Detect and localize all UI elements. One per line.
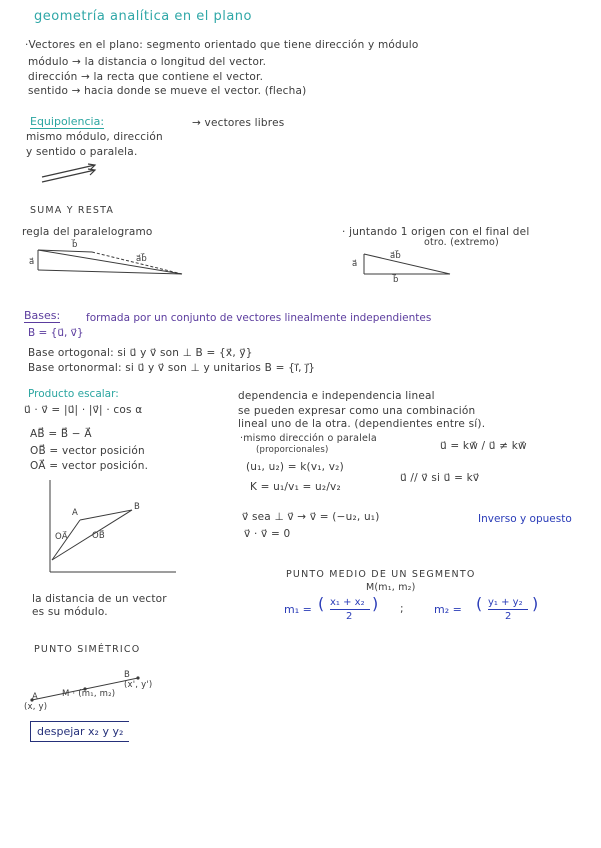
intro-line-4: sentido → hacia donde se mueve el vector. (flecha) <box>28 85 307 97</box>
fig-point-b: B <box>134 502 141 512</box>
dependencia-eq-2: (u₁, u₂) = k(v₁, v₂) <box>246 461 344 473</box>
base-ortonormal: Base ortonormal: si u⃗ y v⃗ son ⊥ y unitarios B = {i⃗, j⃗} <box>28 362 316 374</box>
m2-close-paren: ) <box>532 594 539 613</box>
perpendicular-eq: v⃗ sea ⊥ v⃗ → v⃗ = (−u₂, u₁) <box>242 511 380 523</box>
midpoint-separator: ; <box>400 603 404 615</box>
bases-line-2: B = {u⃗, v⃗} <box>28 327 84 339</box>
parallelogram-figure <box>32 240 192 280</box>
suma-right-line-1: · juntando 1 origen con el final del <box>342 226 530 238</box>
point-a-coords: (x, y) <box>24 702 48 712</box>
m2-fraction-bar <box>488 609 528 610</box>
perpendicular-note: Inverso y opuesto <box>478 513 572 525</box>
point-b-label: B <box>124 670 131 680</box>
m2-numerator: y₁ + y₂ <box>488 597 523 608</box>
punto-medio-heading: PUNTO MEDIO DE UN SEGMENTO <box>286 569 476 580</box>
dependencia-line-1: se pueden expresar como una combinación <box>238 405 476 417</box>
dependencia-line-3b: (proporcionales) <box>256 445 329 455</box>
equipolencia-heading: Equipolencia: <box>30 115 105 128</box>
despejar-note <box>30 726 129 737</box>
producto-formula: u⃗ · v⃗ = |u⃗| · |v⃗| · cos α <box>24 404 143 416</box>
m1-close-paren: ) <box>372 594 379 613</box>
m1-open-paren: ( <box>318 594 325 613</box>
point-m-label: M · (m₁, m₂) <box>62 689 116 699</box>
suma-right-line-2: otro. (extremo) <box>424 237 499 248</box>
fig1-a-label: a⃗ <box>29 257 35 267</box>
fig1-ab-label: a⃗b⃗ <box>136 254 148 264</box>
despejar-note-text: despejar x₂ y y₂ <box>30 721 129 742</box>
equipolencia-note: → vectores libres <box>192 117 285 129</box>
dependencia-eq-3: K = u₁/v₁ = u₂/v₂ <box>250 481 341 493</box>
dot-product-zero: v⃗ · v⃗ = 0 <box>244 528 291 540</box>
simetrico-heading: PUNTO SIMÉTRICO <box>34 644 141 655</box>
m1-denominator: 2 <box>346 611 353 622</box>
intro-line-1: ·Vectores en el plano: segmento orientado que tiene dirección y módulo <box>25 39 419 51</box>
distancia-line-1: la distancia de un vector <box>32 593 167 605</box>
position-vectors-figure <box>38 480 178 580</box>
equipolencia-line-1: mismo módulo, dirección <box>26 131 163 143</box>
dependencia-heading: dependencia e independencia lineal <box>238 390 435 402</box>
intro-line-3: dirección → la recta que contiene el vector. <box>28 71 264 83</box>
fig2-b-label: b⃗ <box>393 275 399 285</box>
base-ortogonal: Base ortogonal: si u⃗ y v⃗ son ⊥ B = {x⃗, y⃗} <box>28 347 253 359</box>
fig-point-a: A <box>72 508 79 518</box>
producto-heading: Producto escalar: <box>28 388 119 400</box>
distancia-line-2: es su módulo. <box>32 606 108 618</box>
producto-ab: AB⃗ = B⃗ − A⃗ <box>30 428 92 440</box>
fig-oa-label: OA⃗ <box>55 532 68 542</box>
producto-oa: OA⃗ = vector posición. <box>30 460 149 472</box>
dependencia-line-3: ·mismo dirección o paralela <box>240 433 377 444</box>
tip-to-tail-figure <box>360 248 460 280</box>
bases-line-1: formada por un conjunto de vectores linealmente independientes <box>86 312 432 324</box>
suma-left-label: regla del paralelogramo <box>22 226 153 238</box>
producto-ob: OB⃗ = vector posición <box>30 445 145 457</box>
equipolent-arrows-figure <box>40 162 100 186</box>
m2-open-paren: ( <box>476 594 483 613</box>
dependencia-line-2: lineal uno de la otra. (dependientes entre sí). <box>238 418 486 430</box>
m2-denominator: 2 <box>505 611 512 622</box>
fig-ob-label: OB⃗ <box>92 531 105 541</box>
fig1-b-label: b⃗ <box>72 240 78 250</box>
punto-medio-m: M(m₁, m₂) <box>366 582 416 593</box>
m1-numerator: x₁ + x₂ <box>330 597 365 608</box>
point-a-label: A <box>32 692 39 702</box>
dependencia-eq-1: u⃗ = kw⃗ / u⃗ ≠ kw⃗ <box>440 440 527 452</box>
equipolencia-line-2: y sentido o paralela. <box>26 146 138 158</box>
bases-heading: Bases: <box>24 309 61 322</box>
suma-heading: SUMA Y RESTA <box>30 205 115 216</box>
page-title: geometría analítica en el plano <box>34 9 253 24</box>
point-b-coords: (x', y') <box>124 680 153 690</box>
fig2-a-label: a⃗ <box>352 259 358 269</box>
dependencia-eq-4: u⃗ // v⃗ si u⃗ = kv⃗ <box>400 472 480 484</box>
m1-label: m₁ = <box>284 603 312 616</box>
intro-line-2: módulo → la distancia o longitud del vector. <box>28 56 267 68</box>
m1-fraction-bar <box>330 609 370 610</box>
fig2-ab-label: a⃗b⃗ <box>390 251 402 261</box>
m2-label: m₂ = <box>434 603 462 616</box>
